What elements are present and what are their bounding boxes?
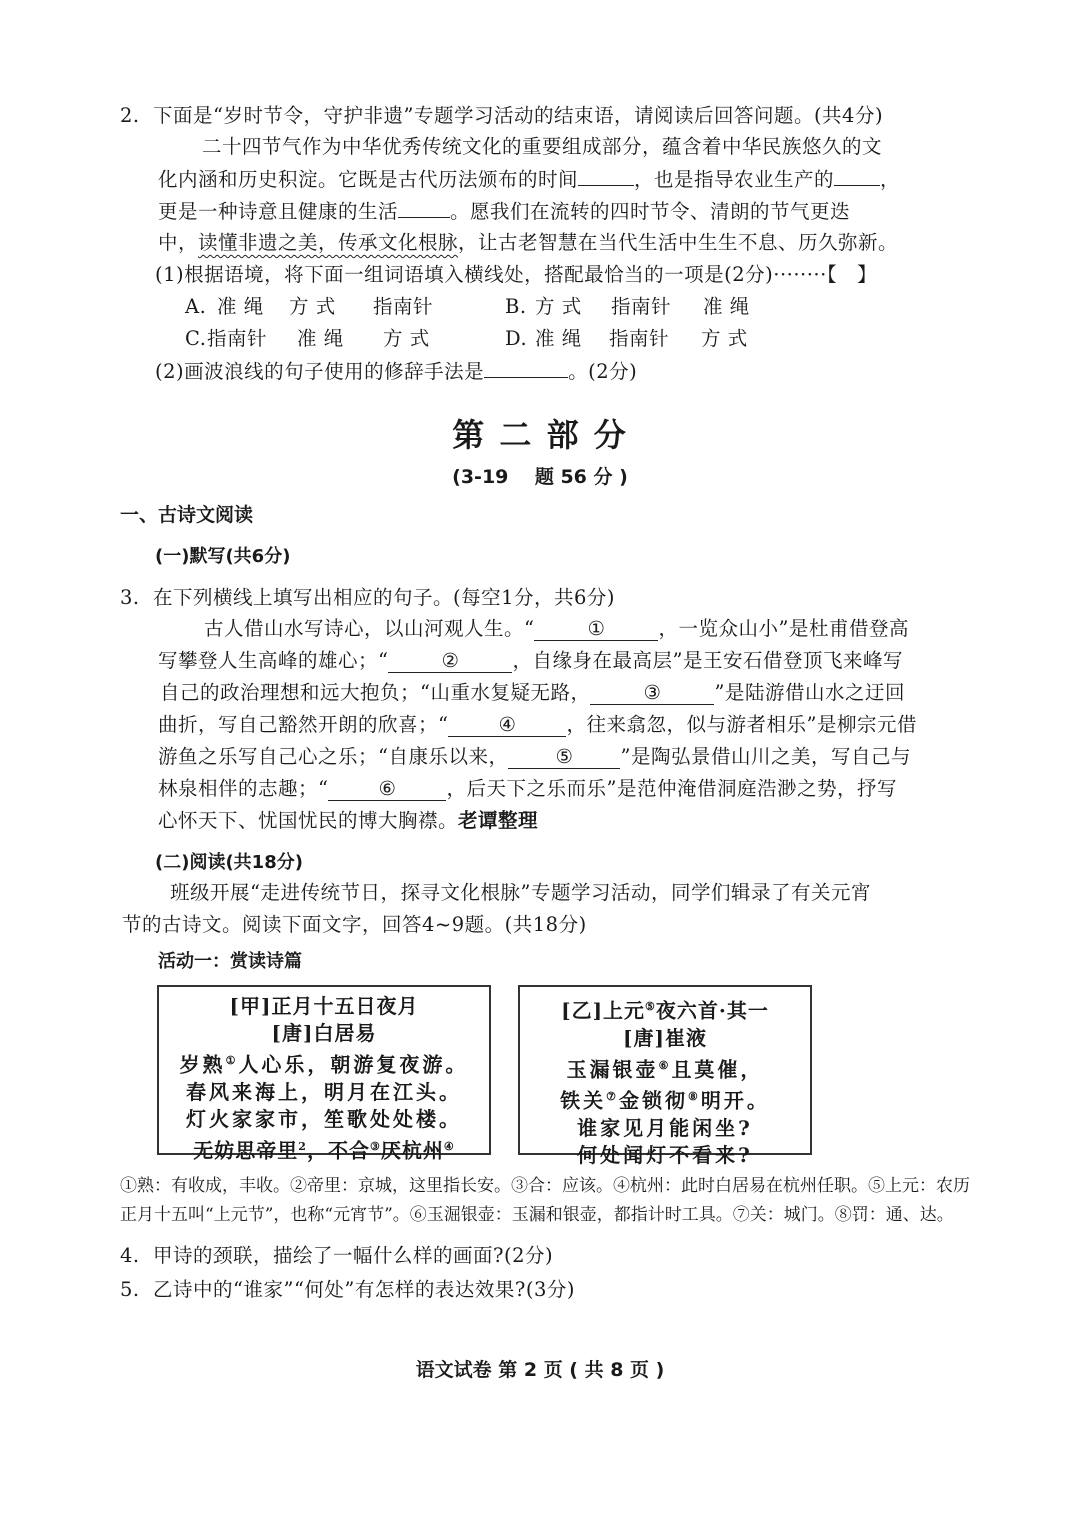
q3-stem: 3. 在下列横线上填写出相应的句子。(每空1分，共6分) xyxy=(120,586,616,609)
poem-yi-line-2: 铁关⑦金锁彻⑧明开。 xyxy=(560,1088,770,1113)
poem-jia-box xyxy=(157,985,491,1163)
section2-sub2: (二)阅读(共18分) xyxy=(155,852,303,873)
q2-blank-2[interactable] xyxy=(834,163,880,186)
section1-sub1: (一)默写(共6分) xyxy=(155,546,291,567)
option-b[interactable]: B. 方 式 指南针 准 绳 xyxy=(505,295,750,318)
poem-jia-line-2: 春风来海上，明月在江头。 xyxy=(186,1079,462,1104)
q3-blank-3[interactable]: ③ xyxy=(590,682,714,705)
poem-yi-box xyxy=(518,985,812,1167)
activity-heading: 活动一：赏读诗篇 xyxy=(158,951,302,972)
q3-line-4: 曲折，写自己豁然开朗的欣喜；“ ④ ，往来翕忽，似与游者相乐”是柳宗元借 xyxy=(158,713,917,736)
notes-line-2: 正月十五叫“上元节”，也称“元宵节”。⑥玉淈银壶：玉漏和银壶，都指计时工具。⑦关：城门。⑧罚：通、达。 xyxy=(120,1205,954,1225)
q3-blank-4[interactable]: ④ xyxy=(448,714,566,737)
q3-line-5: 游鱼之乐写自己心之乐；“自康乐以来， ⑤ ”是陶弘景借山川之美，写自己与 xyxy=(158,745,911,768)
q2-passage-line-1: 二十四节气作为中华优秀传统文化的重要组成部分，蕴含着中华民族悠久的文 xyxy=(202,135,883,158)
q2-sub1: (1)根据语境，将下面一组词语填入横线处，搭配最恰当的一项是(2分)········【 】 xyxy=(155,263,878,286)
q2-stem: 2. 下面是“岁时节令，守护非遗”专题学习活动的结束语，请阅读后回答问题。(共4分) xyxy=(120,104,884,127)
q3-line-2: 写攀登人生高峰的雄心；“ ② ，自缘身在最高层”是王安石借登顶飞来峰写 xyxy=(158,649,903,672)
q3-line-1: 古人借山水写诗心，以山河观人生。“ ① ，一览众山小”是杜甫借登高 xyxy=(204,617,909,640)
poem-yi-line-3: 谁家见月能闲坐? xyxy=(577,1115,753,1140)
option-a[interactable]: A. 准 绳 方 式 指南针 xyxy=(185,295,434,318)
poem-yi-line-1: 玉漏银壶⑥且莫催， xyxy=(566,1057,764,1082)
q3-line-6: 林泉相伴的志趣；“ ⑥ ，后天下之乐而乐”是范仲淹借洞庭浩渺之势，抒写 xyxy=(158,777,897,800)
q4: 4. 甲诗的颈联，描绘了一幅什么样的画面?(2分) xyxy=(120,1244,554,1267)
part2-subtitle: (3-19 题 56 分 ) xyxy=(452,466,628,488)
option-d[interactable]: D. 准 绳 指南针 方 式 xyxy=(505,327,748,350)
q3-blank-6[interactable]: ⑥ xyxy=(328,778,446,801)
q2-sub2: (2)画波浪线的句子使用的修辞手法是 。(2分) xyxy=(155,355,637,384)
poem-jia-title: [甲]正月十五日夜月 xyxy=(229,994,419,1018)
poem-jia-line-4: 无妨思帝里$^2$，不合③厌杭州④ xyxy=(193,1138,455,1163)
part2-title: 第 二 部 分 xyxy=(452,416,628,454)
q2-passage-line-2: 化内涵和历史积淀。它既是古代历法颁布的时间 ，也是指导农业生产的 ， xyxy=(158,163,900,192)
section2-intro-1: 班级开展“走进传统节日，探寻文化根脉”专题学习活动，同学们辑录了有关元宵 xyxy=(170,881,871,904)
poem-yi-line-4: 何处闻灯不看来? xyxy=(577,1142,753,1167)
notes-line-1: ①熟：有收成，丰收。②帝里：京城，这里指长安。③合：应该。④杭州：此时白居易在杭州任职。⑤上元：农历 xyxy=(120,1176,970,1196)
q5: 5. 乙诗中的“谁家”“何处”有怎样的表达效果?(3分) xyxy=(120,1278,575,1301)
q3-line-7: 心怀天下、忧国忧民的博大胸襟。老谭整理 xyxy=(158,809,539,832)
section2-intro-2: 节的古诗文。阅读下面文字，回答4~9题。(共18分) xyxy=(122,913,587,936)
section1-heading: 一、古诗文阅读 xyxy=(120,504,254,526)
q2-passage-line-4: 中，读懂非遗之美，传承文化根脉，让古老智慧在当代生活中生生不息、历久弥新。 xyxy=(158,231,899,254)
q2-blank-1[interactable] xyxy=(578,163,634,186)
q3-blank-1[interactable]: ① xyxy=(534,618,658,641)
q3-line-3: 自己的政治理想和远大抱负；“山重水复疑无路， ③ ”是陆游借山水之迂回 xyxy=(160,681,905,704)
page-footer: 语文试卷 第 2 页 ( 共 8 页 ) xyxy=(415,1359,665,1381)
poem-yi-author: [唐]崔液 xyxy=(623,1025,707,1050)
wavy-underlined-sentence: 读懂非遗之美，传承文化根脉 xyxy=(198,231,459,254)
option-c[interactable]: C.指南针 准 绳 方 式 xyxy=(185,327,430,350)
poem-jia-author: [唐]白居易 xyxy=(271,1021,377,1045)
poem-jia-line-3: 灯火家家市，笙歌处处楼。 xyxy=(186,1106,462,1131)
q3-blank-5[interactable]: ⑤ xyxy=(508,746,620,769)
q3-blank-2[interactable]: ② xyxy=(388,650,512,673)
poem-jia-line-1: 岁熟①人心乐，朝游复夜游。 xyxy=(179,1052,469,1077)
poem-yi-title: [乙]上元⑤夜六首·其一 xyxy=(561,998,769,1023)
watermark-note: 老谭整理 xyxy=(458,809,539,832)
q2-blank-3[interactable] xyxy=(398,195,450,218)
q2-passage-line-3: 更是一种诗意且健康的生活 。愿我们在流转的四时节令、清朗的节气更迭 xyxy=(158,195,850,224)
q2-rhetoric-blank[interactable] xyxy=(484,355,568,378)
